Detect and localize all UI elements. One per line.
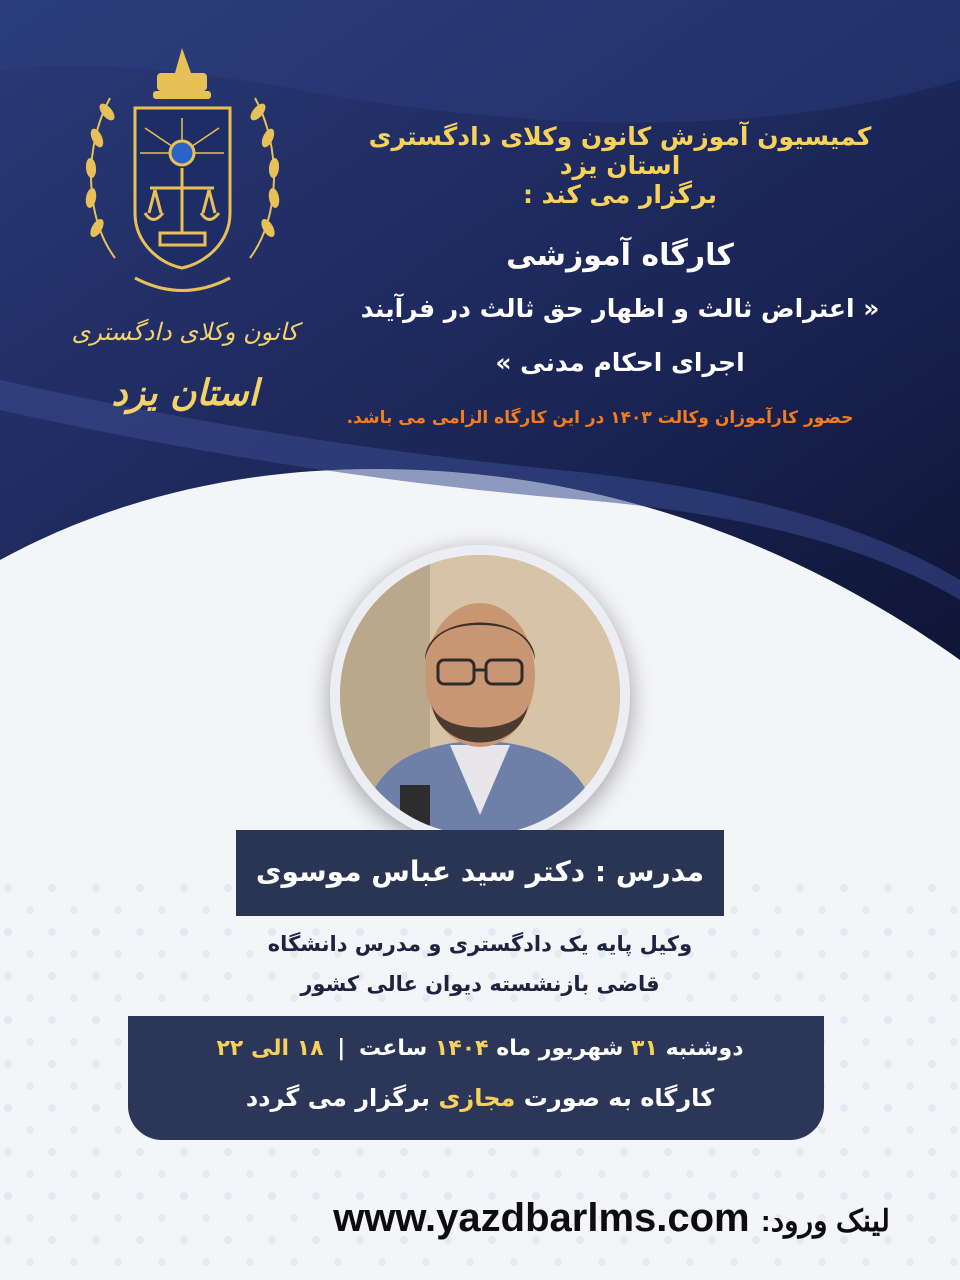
workshop-subject-line2: اجرای احکام مدنی »: [495, 348, 745, 377]
time-label: ساعت: [359, 1036, 428, 1061]
speaker-credential-1: وکیل پایه یک دادگستری و مدرس دانشگاه: [267, 932, 693, 956]
mode-highlight: مجازی: [438, 1084, 516, 1112]
entry-link-row: [190, 1196, 890, 1241]
logo-text-province: استان یزد: [111, 372, 259, 414]
bar-association-logo: [75, 28, 290, 318]
separator: |: [337, 1036, 346, 1061]
time-range: ۱۸ الی ۲۲: [216, 1036, 324, 1061]
entry-link-label: لینک ورود:: [760, 1205, 890, 1238]
mode-suffix: برگزار می گردد: [245, 1084, 431, 1112]
organizer-line: کمیسیون آموزش کانون وکلای دادگستری استان یزد: [368, 122, 872, 180]
date-weekday: دوشنبه: [665, 1036, 744, 1061]
date-day: ۳۱: [631, 1036, 658, 1061]
workshop-mode: [170, 1084, 790, 1112]
speaker-name: مدرس : دکتر سید عباس موسوی: [255, 855, 705, 888]
schedule-date-time: [170, 1036, 790, 1061]
mode-prefix: کارگاه به صورت: [523, 1084, 715, 1112]
speaker-photo: [330, 545, 630, 845]
workshop-subject-line1: « اعتراض ثالث و اظهار حق ثالث در فرآیند: [360, 294, 880, 323]
speaker-credential-2: قاضی بازنشسته دیوان عالی کشور: [300, 972, 660, 996]
schedule-banner: [128, 1016, 824, 1140]
organizer-hosts: برگزار می کند :: [522, 180, 718, 209]
date-month: شهریور ماه: [496, 1036, 624, 1061]
attendance-note: حضور کارآموزان وکالت ۱۴۰۳ در این کارگاه الزامی می باشد.: [346, 408, 854, 428]
date-year: ۱۴۰۴: [434, 1036, 489, 1061]
workshop-title: کارگاه آموزشی: [506, 238, 734, 273]
logo-text-association: کانون وکلای دادگستری: [71, 318, 299, 346]
entry-link-url[interactable]: www.yazdbarlms.com: [333, 1196, 750, 1240]
